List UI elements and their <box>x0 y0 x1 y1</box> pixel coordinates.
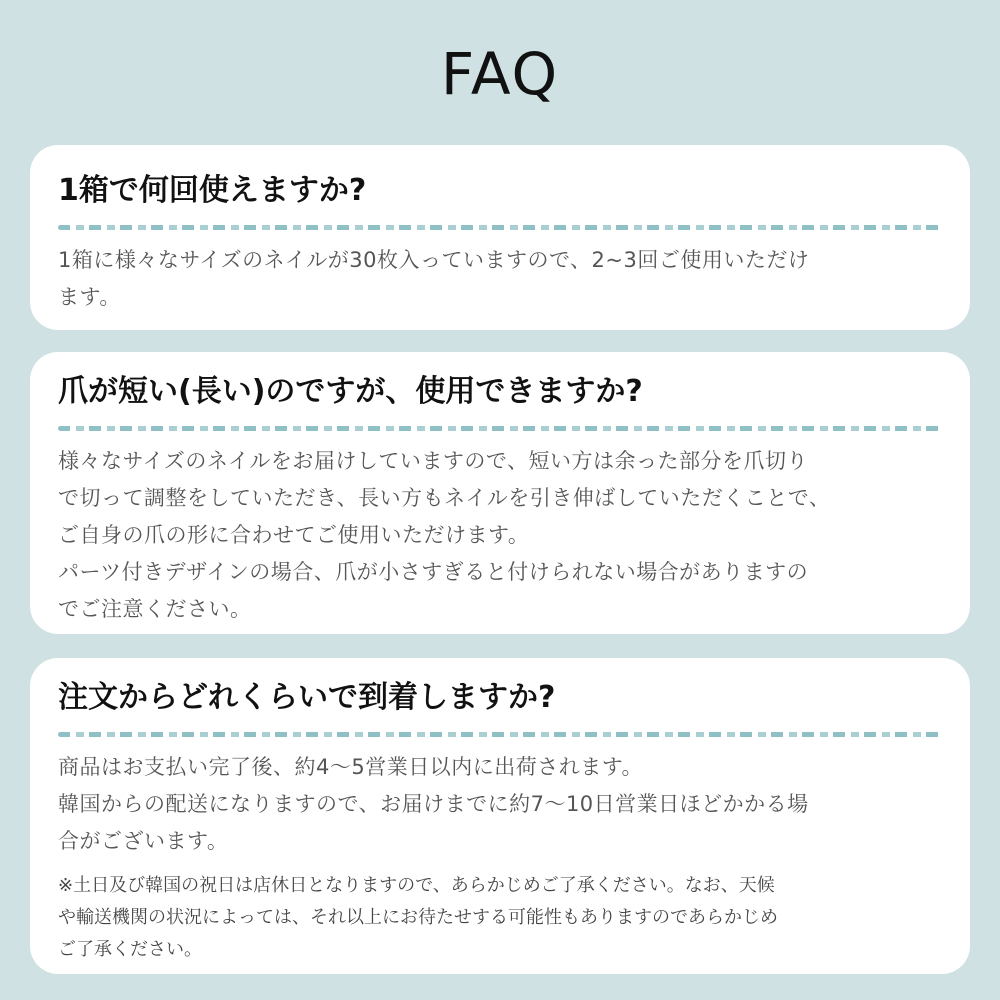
dashed-divider <box>58 225 940 230</box>
faq-question: 爪が短い(長い)のですが、使用できますか? <box>58 374 643 409</box>
answer-line: ます。 <box>58 285 121 309</box>
answer-line: 韓国からの配送になりますので、お届けまでに約7〜10日営業日ほどかかる場 <box>58 792 809 816</box>
faq-question: 1箱で何回使えますか? <box>58 173 367 208</box>
faq-card-1 <box>30 145 970 330</box>
faq-question: 注文からどれくらいで到着しますか? <box>58 680 556 715</box>
faq-note <box>58 870 940 966</box>
faq-card-3 <box>30 658 970 974</box>
faq-card-2 <box>30 352 970 634</box>
answer-line: ご自身の爪の形に合わせてご使用いただけます。 <box>58 523 530 547</box>
page-title: FAQ <box>440 40 560 108</box>
faq-answer <box>58 443 940 628</box>
answer-line: 1箱に様々なサイズのネイルが30枚入っていますので、2~3回ご使用いただけ <box>58 248 810 272</box>
answer-line: で切って調整をしていただき、長い方もネイルを引き伸ばしていただくことで、 <box>58 486 831 510</box>
note-line: ※土日及び韓国の祝日は店休日となりますので、あらかじめご了承ください。なお、天候 <box>58 875 775 896</box>
dashed-divider <box>58 732 940 737</box>
faq-answer <box>58 242 940 316</box>
dashed-divider <box>58 426 940 431</box>
answer-line: パーツ付きデザインの場合、爪が小さすぎると付けられない場合がありますの <box>58 560 809 584</box>
faq-answer <box>58 749 940 860</box>
answer-line: 商品はお支払い完了後、約4〜5営業日以内に出荷されます。 <box>58 755 644 779</box>
note-line: ご了承ください。 <box>58 939 202 960</box>
note-line: や輸送機関の状況によっては、それ以上にお待たせする可能性もありますのであらかじめ <box>58 907 778 928</box>
answer-line: でご注意ください。 <box>58 597 252 621</box>
answer-line: 合がございます。 <box>58 829 229 853</box>
answer-line: 様々なサイズのネイルをお届けしていますので、短い方は余った部分を爪切り <box>58 449 808 473</box>
